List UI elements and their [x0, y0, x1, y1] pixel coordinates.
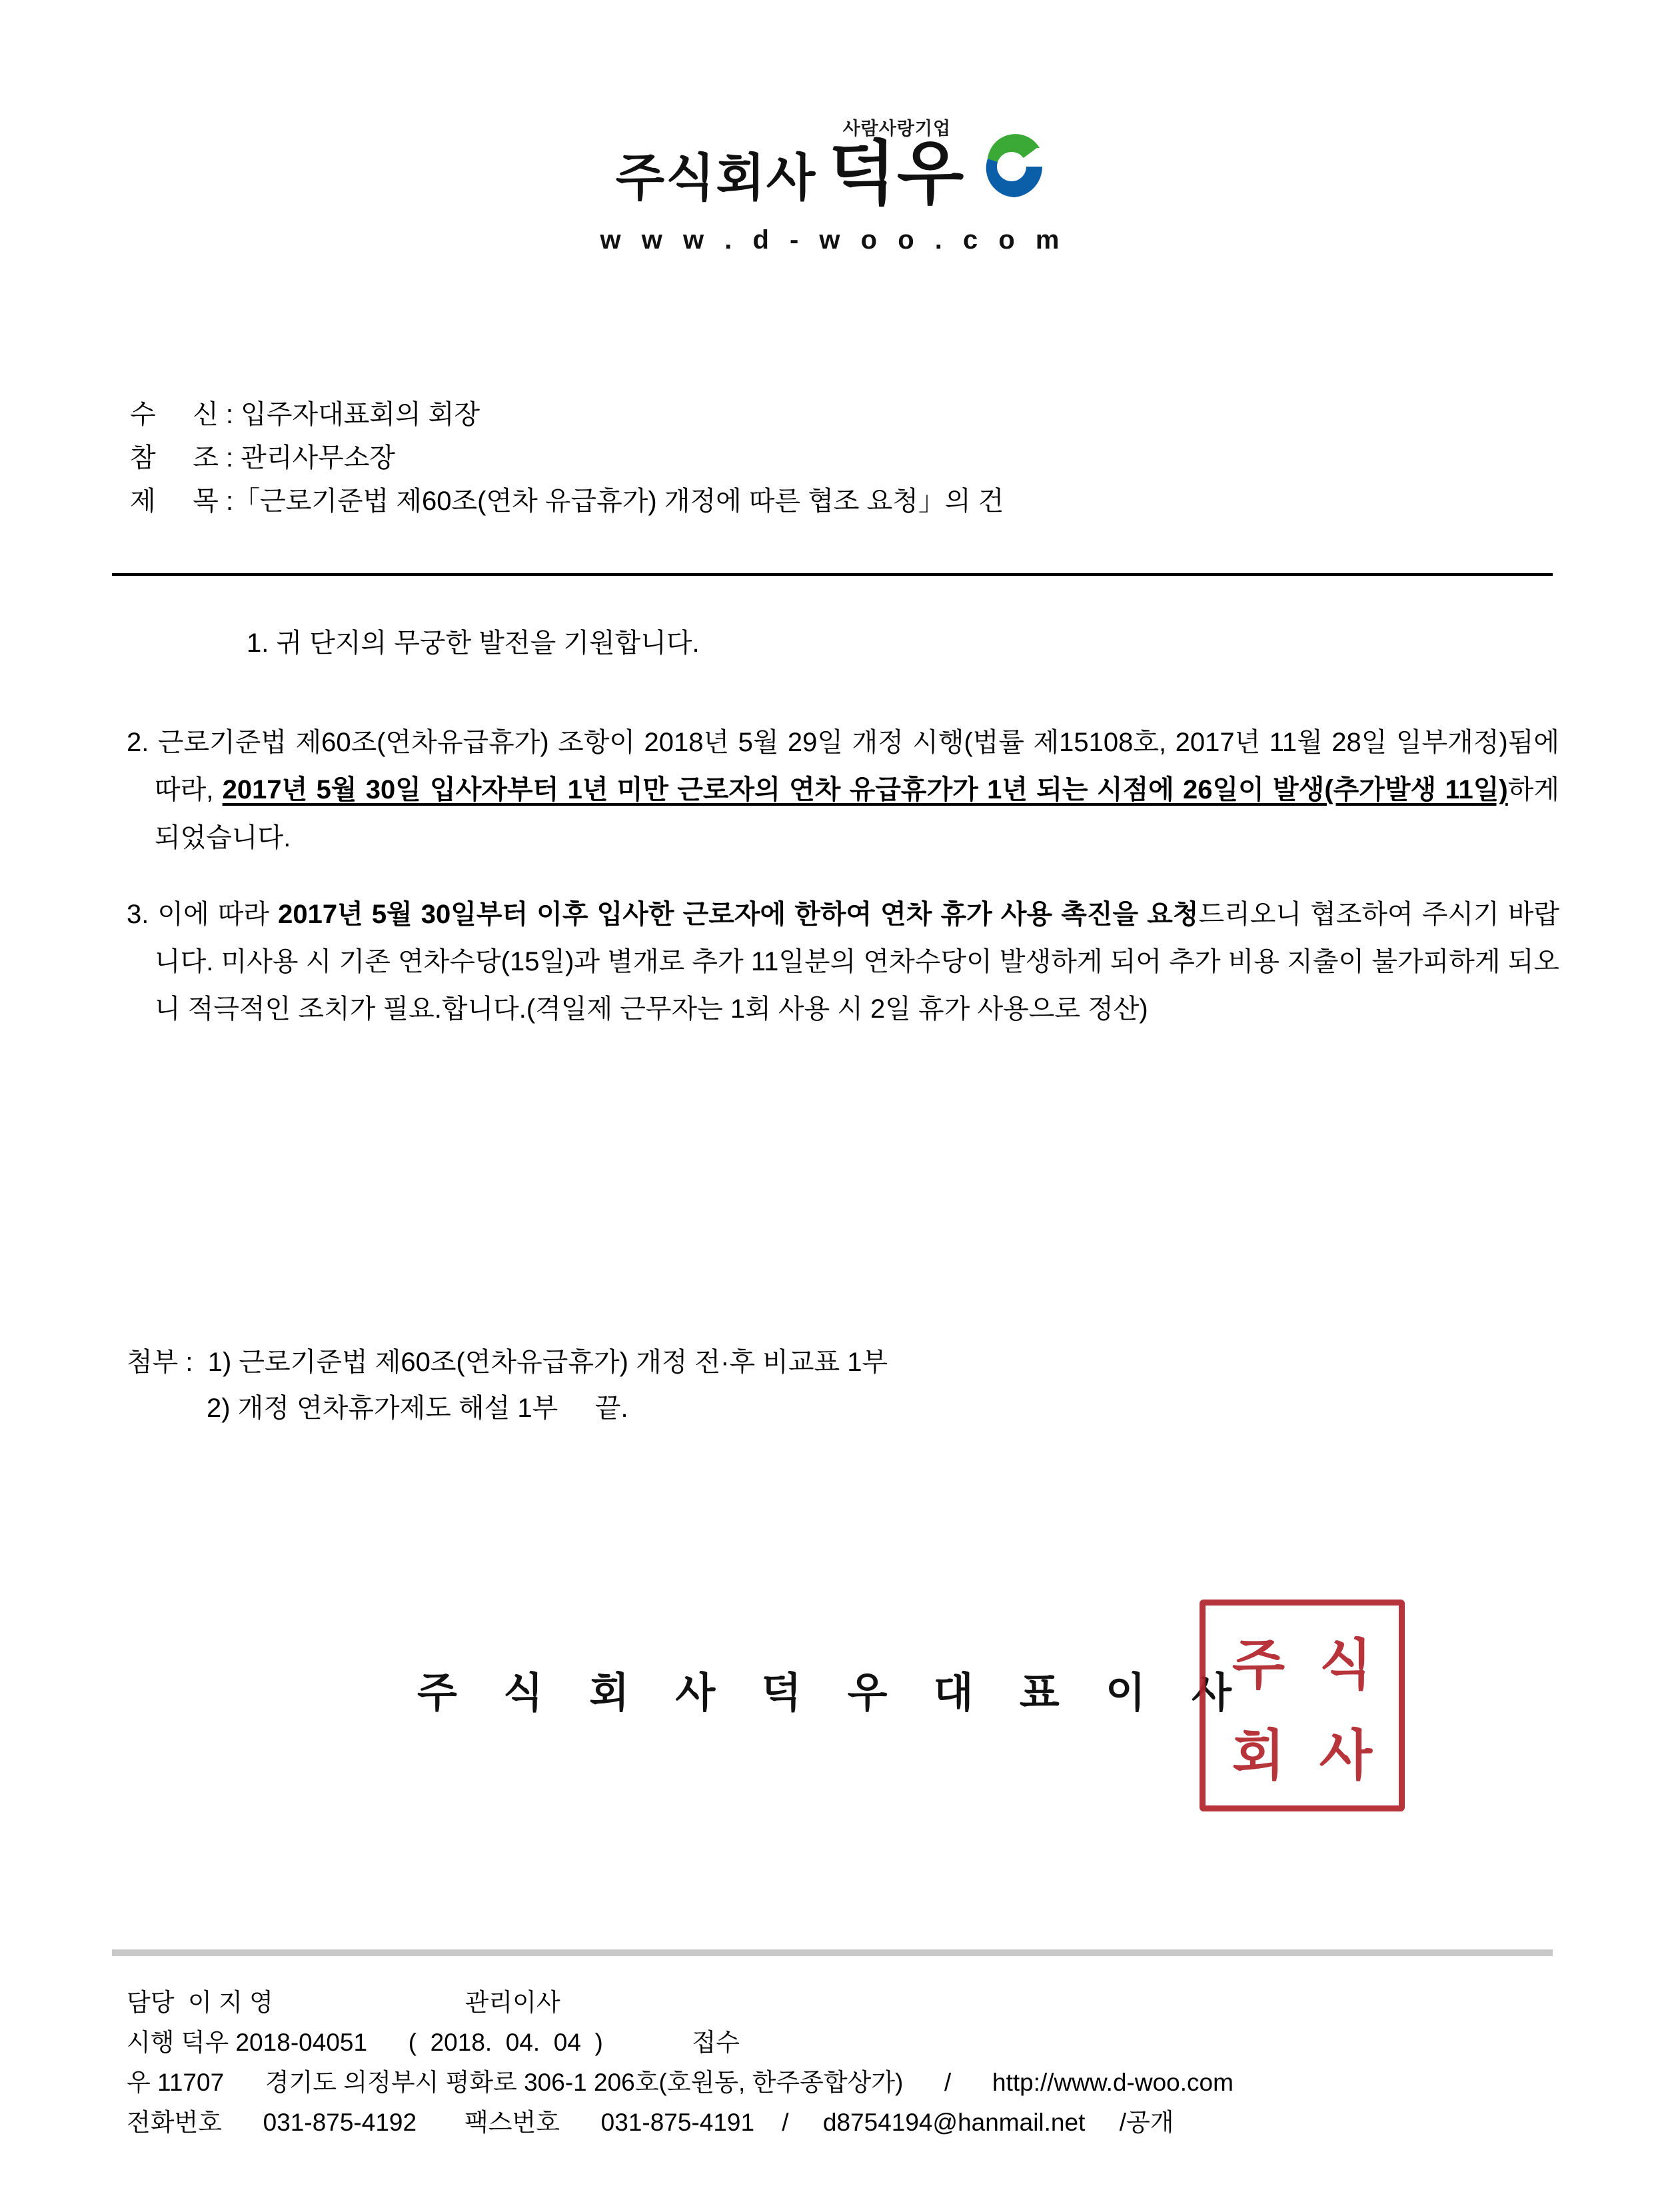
letterhead: [0, 120, 1666, 255]
recipient-line: 수 신 : 입주자대표회의 회장: [130, 400, 480, 429]
company-website: w w w . d - w o o . c o m: [600, 225, 1066, 255]
footer-line-address: 우 11707 경기도 의정부시 평화로 306-1 206호(호원동, 한주종합상가) / http://www.d-woo.com: [127, 2068, 1234, 2096]
address-block: [130, 393, 1543, 523]
logo-brand-group: [828, 119, 966, 213]
cc-line: 참 조 : 관리사무소장: [130, 443, 396, 473]
logo: [615, 119, 1051, 213]
header-divider: [112, 573, 1553, 576]
attachment-item-2: 2) 개정 연차휴가제도 해설 1부 끝.: [207, 1393, 628, 1423]
paragraph-2-part-b: 하게 되었습니다.: [155, 775, 1559, 852]
letter-body: [127, 620, 1559, 1062]
seal-char: 식: [1319, 1634, 1373, 1695]
subject-line: 제 목 :「근로기준법 제60조(연차 유급휴가) 개정에 따른 협조 요청」의 건: [130, 486, 1004, 516]
company-seal: [1200, 1600, 1405, 1811]
seal-char: 회: [1232, 1725, 1285, 1786]
signature-text: 주 식 회 사 덕 우 대 표 이 사: [417, 1670, 1249, 1716]
paragraph-1: 1. 귀 단지의 무궁한 발전을 기원합니다.: [247, 628, 700, 658]
c-logo-mark-icon: [973, 128, 1050, 205]
footer-block: [127, 1983, 1566, 2143]
paragraph-2-part-a: 2. 근로기준법 제60조(연차유급휴가) 조항이 2018년 5월 29일 개정 시행(법률 제15108호, 2017년 11월 28일 일부개정)됨에 따라,: [127, 728, 1559, 805]
signature-block: [0, 1659, 1666, 1719]
logo-company-text: 주식회사: [615, 150, 817, 207]
footer-divider: [112, 1949, 1553, 1956]
paragraph-3-part-c: 드리오니 협조하여 주시기 바랍니다. 미사용 시 기존 연차수당(15일)과 별개로 추가 11일분의 연차수당이 발생하게 되어 추가 비용 지출이 불가피하게 되오니 적극적인 조치가 필요.합니다.(격일제 근무자는 1회 사용 시 2일 휴가 사용으로 정산): [155, 899, 1559, 1024]
attachment-item-1: 첨부 : 1) 근로기준법 제60조(연차유급휴가) 개정 전·후 비교표 1부: [127, 1348, 888, 1377]
footer-line-contact: 전화번호 031-875-4192 팩스번호 031-875-4191 / d8754194@hanmail.net /공개: [127, 2108, 1174, 2136]
paragraph-2-emphasis: 2017년 5월 30일 입사자부터 1년 미만 근로자의 연차 유급휴가가 1년 되는 시점에 26일이 발생(추가발생 11일): [222, 775, 1508, 805]
seal-char: 주: [1232, 1634, 1285, 1695]
paragraph-3-part-a: 3. 이에 따라: [127, 899, 279, 929]
attachment-block: [127, 1340, 1539, 1432]
paragraph-3-emphasis: 2017년 5월 30일부터 이후 입사한 근로자에 한하여 연차 휴가 사용 촉진을 요청: [278, 899, 1199, 929]
seal-char: 사: [1319, 1725, 1373, 1786]
footer-line-document-number: 시행 덕우 2018-04051 ( 2018. 04. 04 ) 접수: [127, 2028, 740, 2056]
footer-line-staff: 담당 이 지 영 관리이사: [127, 1989, 560, 2016]
paragraph-2: [127, 719, 1559, 862]
logo-brand-text: 덕우: [828, 136, 966, 213]
logo-slogan: 사람사랑기업: [842, 119, 952, 139]
paragraph-3: [127, 891, 1559, 1034]
